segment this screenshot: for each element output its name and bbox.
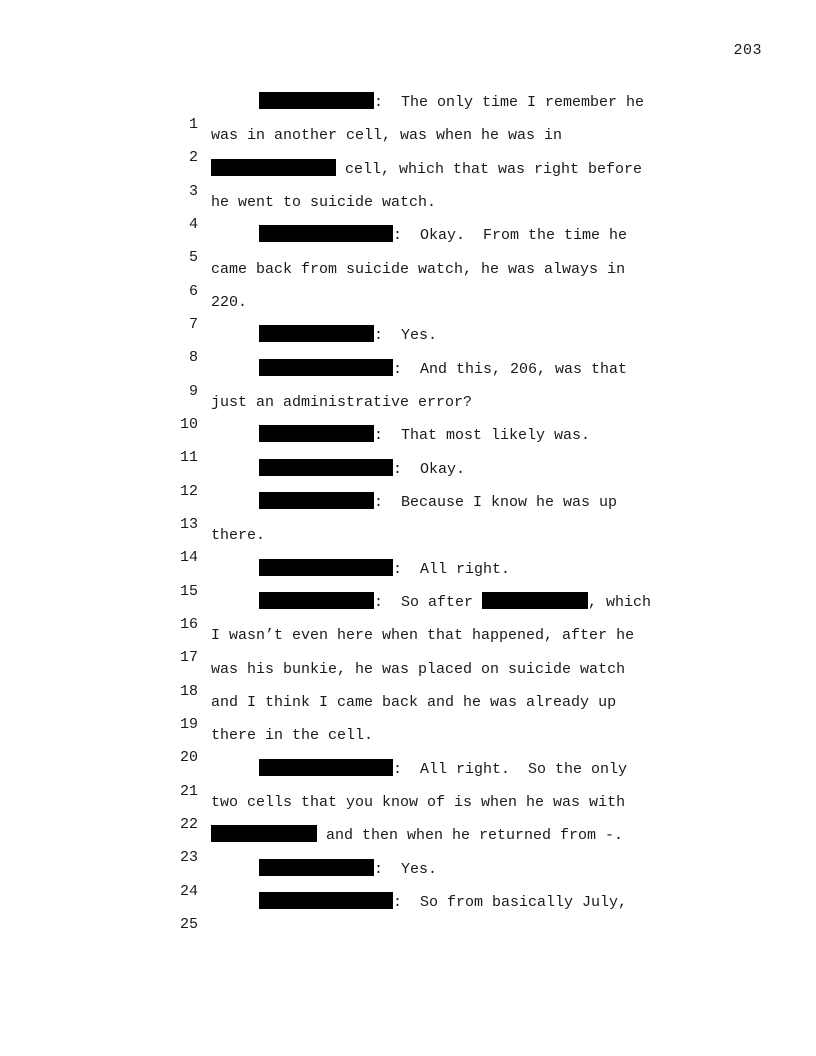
line-text: there.: [211, 527, 266, 544]
line-text: : So after: [374, 594, 483, 611]
redaction-bar: [259, 325, 374, 342]
redaction-bar: [211, 825, 317, 842]
line-text: : And this, 206, was that: [393, 361, 628, 378]
redaction-bar: [259, 425, 374, 442]
page-number: 203: [733, 42, 762, 59]
line-text: : Yes.: [374, 327, 438, 344]
redaction-bar: [259, 859, 374, 876]
line-text: : That most likely was.: [374, 427, 591, 444]
line-number: 6: [188, 283, 198, 300]
line-text: : All right. So the only: [393, 761, 628, 778]
line-text: came back from suicide watch, he was always in: [211, 261, 626, 278]
line-number: 8: [188, 349, 198, 366]
line-number: 12: [179, 483, 198, 500]
line-text: he went to suicide watch.: [211, 194, 437, 211]
transcript-line: [0, 759, 816, 800]
redaction-bar: [259, 559, 393, 576]
line-text: : Yes.: [374, 861, 438, 878]
transcript-line: [0, 259, 816, 300]
transcript-line: [0, 459, 816, 500]
transcript-line: [0, 825, 816, 866]
transcript-line: [0, 592, 816, 633]
line-number: 25: [179, 916, 198, 933]
redaction-bar: [259, 459, 393, 476]
transcript-line: [0, 92, 816, 133]
line-number: 5: [188, 249, 198, 266]
line-number: 4: [188, 216, 198, 233]
line-number: 24: [179, 883, 198, 900]
line-number: 17: [179, 649, 198, 666]
redaction-bar: [259, 492, 374, 509]
transcript-line: [0, 559, 816, 600]
transcript-line: [0, 725, 816, 766]
line-number: 15: [179, 583, 198, 600]
line-text: : Okay.: [393, 461, 466, 478]
line-number: 23: [179, 849, 198, 866]
transcript-line: [0, 359, 816, 400]
transcript-line: [0, 425, 816, 466]
transcript-line: [0, 892, 816, 933]
line-text: and I think I came back and he was already up: [211, 694, 617, 711]
redaction-bar: [259, 92, 374, 109]
line-text: just an administrative error?: [211, 394, 473, 411]
line-text: was his bunkie, he was placed on suicide watch: [211, 661, 626, 678]
redaction-bar: [259, 759, 393, 776]
transcript-line: [0, 392, 816, 433]
transcript-line: [0, 659, 816, 700]
line-number: 7: [188, 316, 198, 333]
line-text: : Because I know he was up: [374, 494, 618, 511]
line-number: 10: [179, 416, 198, 433]
line-number: 19: [179, 716, 198, 733]
line-text: two cells that you know of is when he was with: [211, 794, 626, 811]
line-text: 220.: [211, 294, 248, 311]
transcript-line: [0, 292, 816, 333]
line-number: 13: [179, 516, 198, 533]
line-text: cell, which that was right before: [336, 161, 643, 178]
line-number: 21: [179, 783, 198, 800]
transcript-line: [0, 125, 816, 166]
transcript-line: [0, 692, 816, 733]
transcript-line: [0, 859, 816, 900]
line-text: : All right.: [393, 561, 511, 578]
transcript-line: [0, 159, 816, 200]
transcript-line: [0, 225, 816, 266]
line-number: 11: [179, 449, 198, 466]
line-text: : The only time I remember he: [374, 94, 645, 111]
transcript-line: [0, 492, 816, 533]
transcript-line: [0, 192, 816, 233]
transcript-line: [0, 525, 816, 566]
line-text: : So from basically July,: [393, 894, 628, 911]
line-number: 14: [179, 549, 198, 566]
line-text: was in another cell, was when he was in: [211, 127, 563, 144]
transcript-line: [0, 325, 816, 366]
line-number: 3: [188, 183, 198, 200]
transcript-line: [0, 792, 816, 833]
line-text: : Okay. From the time he: [393, 227, 628, 244]
redaction-bar: [259, 892, 393, 909]
redaction-bar: [259, 225, 393, 242]
line-number: 20: [179, 749, 198, 766]
line-number: 16: [179, 616, 198, 633]
redaction-bar: [259, 592, 374, 609]
line-number: 22: [179, 816, 198, 833]
line-text: and then when he returned from -.: [317, 827, 624, 844]
line-number: 18: [179, 683, 198, 700]
redaction-bar: [482, 592, 588, 609]
redaction-bar: [211, 159, 336, 176]
line-text: , which: [588, 594, 652, 611]
line-number: 2: [188, 149, 198, 166]
line-text: I wasn’t even here when that happened, after he: [211, 627, 635, 644]
transcript-line: [0, 625, 816, 666]
line-text: there in the cell.: [211, 727, 374, 744]
line-number: 1: [188, 116, 198, 133]
redaction-bar: [259, 359, 393, 376]
line-number: 9: [188, 383, 198, 400]
